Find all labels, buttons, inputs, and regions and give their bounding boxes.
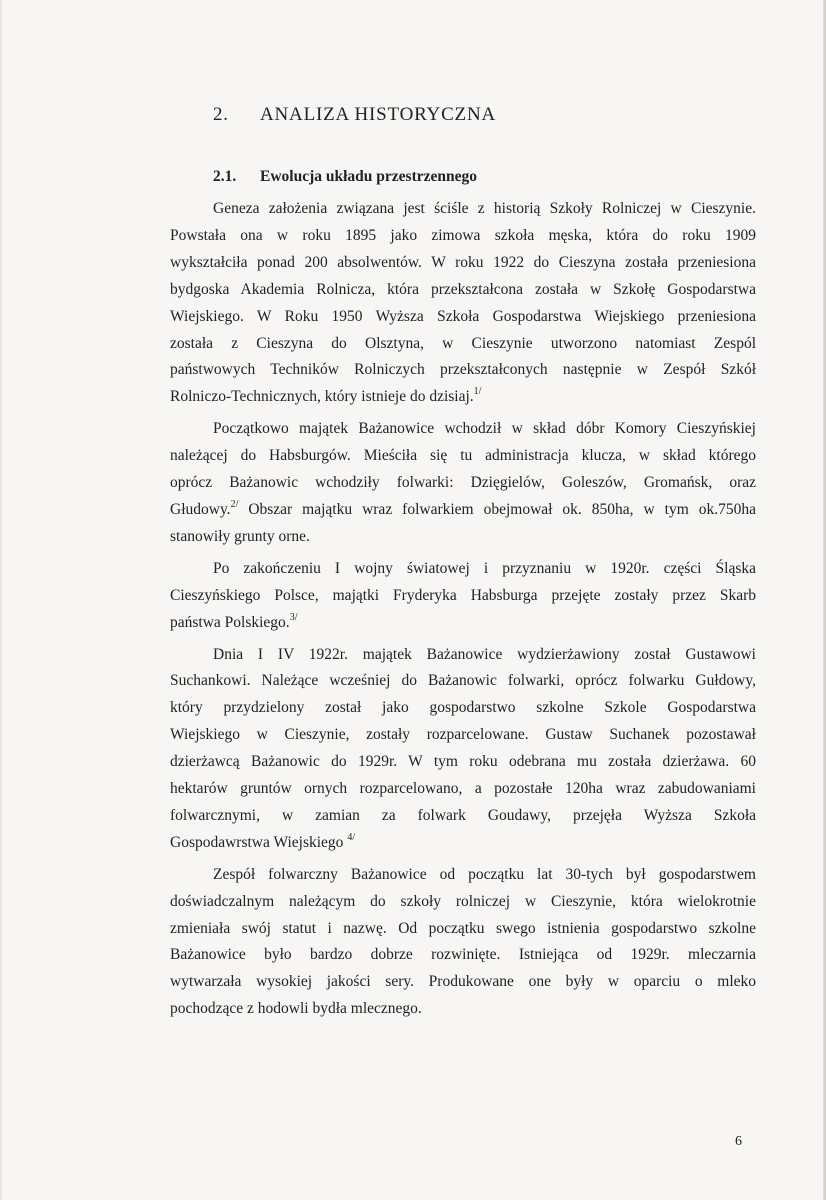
text-line: dzierżawcą Bażanowic do 1929r. W tym roku odebrana mu została dzierżawa. 60 bbox=[170, 753, 756, 771]
footnote-ref: 2/ bbox=[230, 498, 239, 510]
text-line: stanowiły grunty orne. bbox=[170, 527, 310, 545]
page-number: 6 bbox=[735, 1134, 742, 1149]
text-line-with-footnote bbox=[170, 384, 756, 411]
text-line: Cieszyńskiego Polsce, majątki Fryderyka Habsburga przejęte zostały przez Skarb bbox=[170, 586, 756, 604]
paragraph-3 bbox=[170, 556, 756, 637]
text-line: Suchankowi. Należące wcześniej do Bażanowic folwarki, oprócz folwarku Gułdowy, bbox=[170, 672, 756, 690]
text-line: wytwarzała wysokiej jakości sery. Produkowane one były w oparciu o mleko bbox=[170, 973, 756, 991]
text-line: folwarcznymi, w zamian za folwark Goudawy, przejęła Wyższa Szkoła bbox=[170, 806, 756, 824]
paragraph-1 bbox=[170, 196, 756, 411]
text-line: należącej do Habsburgów. Mieściła się tu administracja klucza, w skład którego bbox=[170, 447, 756, 465]
chapter-title: ANALIZA HISTORYCZNA bbox=[260, 104, 496, 125]
section-number: 2.1. bbox=[213, 168, 237, 185]
text-line: Obszar majątku wraz folwarkiem obejmował ok. 850ha, w tym ok.750ha bbox=[238, 500, 756, 518]
footnote-ref: 3/ bbox=[289, 611, 298, 623]
text-line: Bażanowice było bardzo dobrze rozwinięte. Istniejąca od 1929r. mleczarnia bbox=[170, 946, 756, 964]
text-line-with-footnote bbox=[170, 830, 756, 857]
text-line-with-footnote bbox=[170, 610, 756, 637]
text-line-with-footnote bbox=[170, 497, 756, 524]
footnote-ref: 1/ bbox=[473, 386, 482, 398]
paragraph-4 bbox=[170, 642, 756, 857]
text-line: Wiejskiego w Cieszynie, zostały rozparcelowane. Gustaw Suchanek pozostawał bbox=[170, 726, 756, 744]
section-heading bbox=[213, 168, 477, 186]
text-line: zmieniała swój statut i nazwę. Od początku swego istnienia gospodarstwo szkolne bbox=[170, 919, 756, 937]
chapter-heading bbox=[213, 104, 496, 126]
text-line: bydgoska Akademia Rolnicza, która przekształcona została w Szkołę Gospodarstwa bbox=[170, 280, 756, 298]
body-text bbox=[170, 196, 756, 1023]
text-line: państwowych Techników Rolniczych przekształconych następnie w Zespół Szkół bbox=[170, 361, 756, 379]
paragraph-5 bbox=[170, 862, 756, 1023]
text-line: Dnia I IV 1922r. majątek Bażanowice wydzierżawiony został Gustawowi bbox=[213, 645, 756, 663]
text-line: została z Cieszyna do Olsztyna, w Cieszynie utworzono natomiast Zespól bbox=[170, 334, 756, 352]
section-title: Ewolucja układu przestrzennego bbox=[260, 168, 477, 185]
page-left-edge bbox=[0, 0, 2, 1200]
text-line: Gospodawrstwa Wiejskiego bbox=[170, 833, 344, 851]
text-line: wykształciła ponad 200 absolwentów. W roku 1922 do Cieszyna została przeniesiona bbox=[170, 253, 756, 271]
footnote-ref: 4/ bbox=[347, 831, 356, 843]
text-line: Powstała ona w roku 1895 jako zimowa szkoła męska, która do roku 1909 bbox=[170, 226, 756, 244]
text-line: oprócz Bażanowic wchodziły folwarki: Dzięgielów, Goleszów, Gromańsk, oraz bbox=[170, 474, 756, 492]
text-line: Rolniczo-Technicznych, który istnieje do dzisiaj. bbox=[170, 388, 474, 406]
text-line: pochodzące z hodowli bydła mlecznego. bbox=[170, 1000, 422, 1018]
text-line: państwa Polskiego. bbox=[170, 613, 290, 631]
text-line: Po zakończeniu I wojny światowej i przyznaniu w 1920r. części Śląska bbox=[213, 559, 756, 577]
chapter-number: 2. bbox=[213, 104, 229, 125]
text-line: Początkowo majątek Bażanowice wchodził w skład dóbr Komory Cieszyńskiej bbox=[213, 420, 756, 438]
text-line: hektarów gruntów ornych rozparcelowano, a pozostałe 120ha wraz zabudowaniami bbox=[170, 780, 756, 798]
text-line: Wiejskiego. W Roku 1950 Wyższa Szkoła Gospodarstwa Wiejskiego przeniesiona bbox=[170, 307, 756, 325]
text-line: Zespół folwarczny Bażanowice od początku lat 30-tych był gospodarstwem bbox=[213, 865, 756, 883]
text-line: Geneza założenia związana jest ściśle z historią Szkoły Rolniczej w Cieszynie. bbox=[213, 200, 756, 217]
text-line: który przydzielony został jako gospodarstwo szkolne Szkole Gospodarstwa bbox=[170, 699, 756, 717]
paragraph-2 bbox=[170, 416, 756, 551]
text-line: doświadczalnym należącym do szkoły rolniczej w Cieszynie, która wielokrotnie bbox=[170, 892, 756, 910]
text-line: Głudowy. bbox=[170, 500, 231, 518]
